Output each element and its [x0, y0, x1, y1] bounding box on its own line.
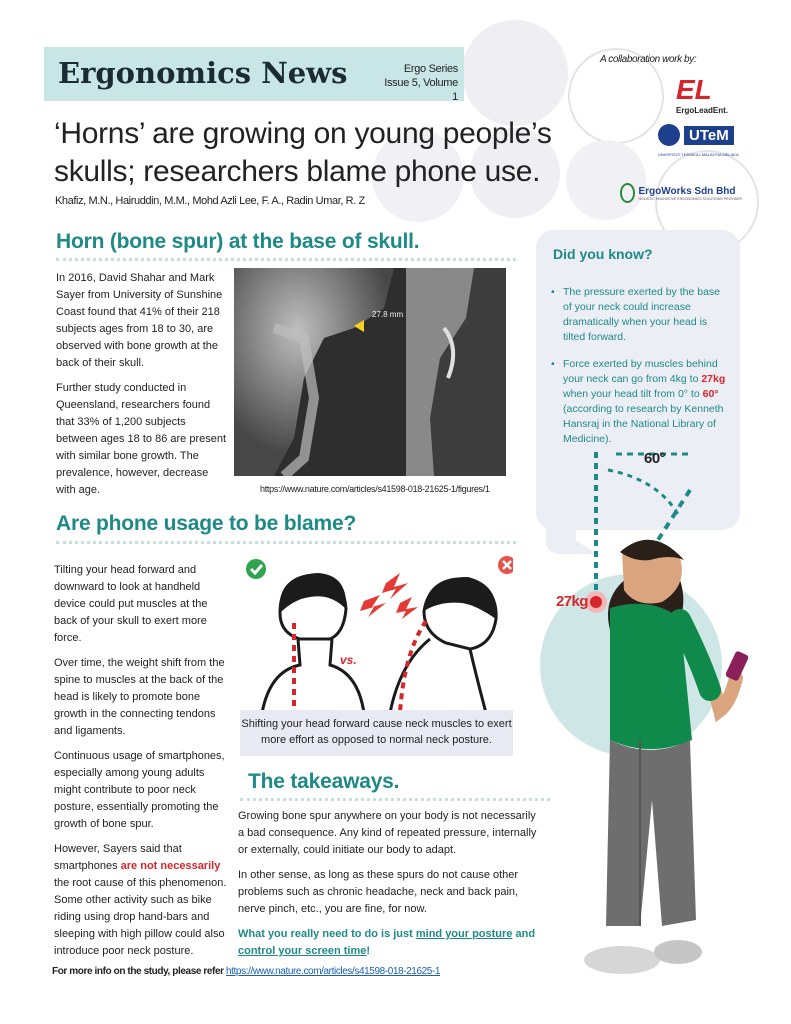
angle-label: 60° — [644, 450, 666, 467]
ergolead-logo — [676, 76, 736, 116]
xray-measure-label: 27.8 mm — [372, 310, 404, 319]
study-link[interactable]: https://www.nature.com/articles/s41598-018-21625-1 — [226, 966, 441, 977]
ergolead-logo-mark: EL — [676, 74, 712, 105]
paragraph: Growing bone spur anywhere on your body is not necessarily a bad consequence. Any kind of repeated pressure, internally or externally, could initiate our body to adapt. — [238, 810, 537, 856]
series-label: Ergo Series — [403, 63, 458, 75]
figure-citation: https://www.nature.com/articles/s41598-018-21625-1/figures/1 — [260, 484, 490, 494]
paragraph-text: However, Sayers said that smartphones — [54, 843, 182, 872]
section1-text — [56, 270, 226, 507]
ergoworks-logo-text: ErgoWorks Sdn Bhd — [638, 185, 736, 197]
ergoworks-text-block — [638, 186, 742, 201]
section-heading-horn: Horn (bone spur) at the base of skull. — [56, 230, 420, 253]
paragraph: In 2016, David Shahar and Mark Sayer from University of Sunshine Coast found that 41% of their 218 subjects ages from 18 to 30, are observed with bone growth at the back of their skull. — [56, 272, 223, 369]
masthead-title: Ergonomics News — [58, 56, 348, 90]
pain-bolt-icon — [360, 595, 386, 617]
footer-note — [52, 966, 440, 977]
list-item-text: when your head tilt from 0° to — [563, 388, 703, 400]
check-icon — [246, 559, 266, 579]
section-heading-takeaways: The takeaways. — [248, 770, 400, 793]
ergoworks-logo-subtitle: HOLISTIC INNOVATIVE ERGONOMICS SOLUTIONS PROVIDER — [638, 196, 742, 201]
xray-illustration — [234, 268, 506, 476]
paragraph: Further study conducted in Queensland, researchers found that 33% of 1,200 subjects between ages 18 to 86 are present with similar bone growth. The prevalence, however, decrease with age. — [56, 382, 227, 496]
paragraph-text: the root cause of this phenomenon. Some other activity such as bike riding using drop hand-bars and sleeping with high pillow could also introduce poor neck posture. — [54, 877, 227, 957]
section-heading-phone: Are phone usage to be blame? — [56, 512, 357, 535]
list-item-text: (according to research by Kenneth Hansraj in the National Library of Medicine). — [563, 403, 724, 445]
list-item-text: Force exerted by muscles behind your neck can go from 4kg to — [563, 358, 718, 385]
vs-label: vs. — [340, 653, 357, 667]
divider — [56, 541, 516, 544]
pain-bolt-icon — [382, 573, 408, 599]
section2-text — [54, 562, 230, 968]
weight-label: 27kg — [556, 593, 588, 610]
ergolead-logo-text: ErgoLeadEnt. — [676, 106, 729, 115]
paragraph: Over time, the weight shift from the spine to muscles at the back of the head is likely to promote bone growth in the connecting tendons and ligaments. — [54, 657, 225, 737]
person-figure — [540, 440, 790, 1000]
takeaways-text — [238, 808, 538, 968]
decor-circle — [462, 20, 568, 126]
paragraph: Tilting your head forward and downward to look at handheld device could put muscles at the back of your skull to exert more force. — [54, 564, 208, 644]
issue-info — [384, 62, 458, 104]
utem-logo-text — [658, 124, 740, 146]
posture-illustration — [240, 553, 513, 713]
emphasis: are not necessarily — [120, 860, 221, 872]
paragraph — [238, 926, 538, 960]
list-item — [551, 357, 729, 447]
headline: ‘Horns’ are growing on young people’s skulls; researchers blame phone use. — [54, 117, 552, 188]
utem-logo-wordmark: UTeM — [684, 126, 734, 145]
paragraph-text: What you really need to do is just — [238, 928, 416, 940]
posture-caption: Shifting your head forward cause neck muscles to exert more effort as opposed to normal neck posture. — [240, 710, 513, 756]
ergoworks-logo — [620, 180, 742, 206]
collab-label: A collaboration work by: — [600, 54, 697, 65]
did-you-know-title: Did you know? — [553, 246, 653, 262]
paragraph: Continuous usage of smartphones, especially among young adults might contribute to poor neck posture, essentially promoting the growth of bone spur. — [54, 750, 225, 830]
mind-posture-link[interactable]: mind your posture — [415, 928, 513, 940]
footer-label: For more info on the study, please refer — [52, 966, 227, 977]
utem-logo — [658, 124, 740, 168]
utem-logo-subtitle: UNIVERSITI TEKNIKAL MALAYSIA MELAKA — [658, 152, 739, 157]
authors: Khafiz, M.N., Hairuddin, M.M., Mohd Azli Lee, F. A., Radin Umar, R. Z — [55, 195, 365, 207]
divider — [240, 798, 550, 801]
xray-image — [234, 268, 506, 476]
issue-label: Issue 5, Volume 1 — [384, 77, 458, 103]
did-you-know-list — [551, 285, 729, 459]
highlight-60deg: 60° — [702, 388, 719, 400]
ergoworks-emblem-icon — [620, 183, 635, 203]
highlight-27kg: 27kg — [701, 373, 726, 385]
paragraph — [54, 841, 230, 960]
paragraph: In other sense, as long as these spurs do not cause other problems such as chronic headache, neck and back pain, nerve pinch, etc., you are fine, for now. — [238, 869, 519, 915]
pain-bolt-icon — [396, 597, 418, 619]
divider — [56, 258, 516, 261]
list-item: • The pressure exerted by the base of your neck could increase dramatically when your head is tilted forward. — [551, 285, 729, 345]
utem-emblem-icon — [658, 124, 680, 146]
paragraph-text: ! — [366, 945, 371, 957]
screen-time-link[interactable]: control your screen time — [238, 945, 367, 957]
paragraph-text: and — [512, 928, 536, 940]
